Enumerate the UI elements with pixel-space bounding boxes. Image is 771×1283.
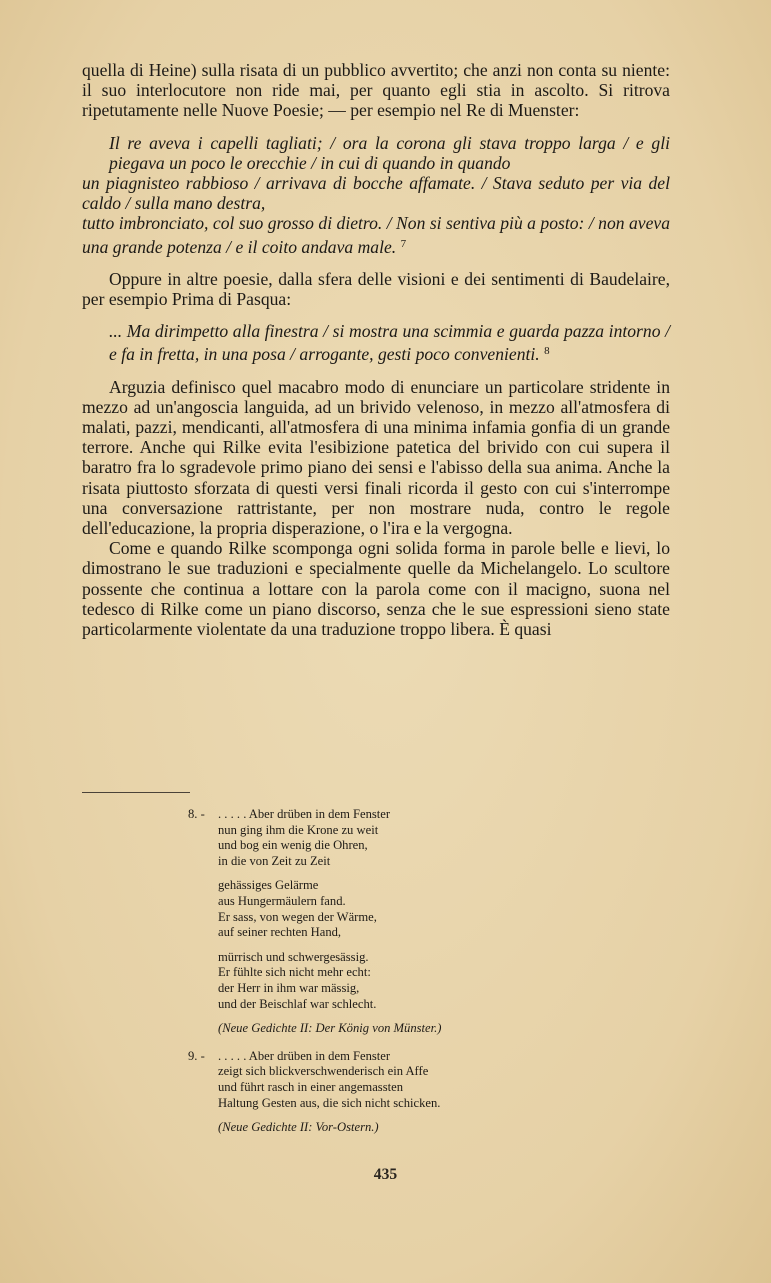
page-number: 435 — [373, 1166, 398, 1183]
footnote-separator — [82, 792, 190, 793]
verse-line: und der Beischlaf war schlecht. — [218, 996, 377, 1011]
footnote-source: (Neue Gedichte II: Vor-Ostern.) — [218, 1120, 379, 1135]
verse-line: und führt rasch in einer angemassten — [218, 1079, 403, 1094]
verse-line: gehässiges Gelärme — [218, 878, 319, 893]
verse-line: der Herr in ihm war mässig, — [218, 980, 360, 995]
verse-line: auf seiner rechten Hand, — [218, 925, 342, 940]
footnotes — [188, 807, 568, 1136]
main-text — [82, 60, 670, 639]
verse-line: . . . . . Aber drüben in dem Fenster — [218, 1048, 391, 1063]
verse-line: nun ging ihm die Krone zu weit — [218, 822, 379, 837]
footnote-source: (Neue Gedichte II: Der König von Münster.) — [218, 1021, 442, 1036]
paragraph-2: Oppure in altre poesie, dalla sfera delle visioni e dei sentimenti di Baudelaire, per esempio Prima di Pasqua: — [82, 268, 670, 310]
footnote-stanza — [218, 878, 568, 940]
verse-line: aus Hungermäulern fand. — [218, 893, 346, 908]
footnote-stanza — [218, 950, 568, 1012]
verse-line: Er sass, von wegen der Wärme, — [218, 909, 377, 924]
verse-line: . . . . . Aber drüben in dem Fenster — [218, 807, 391, 821]
footnote-stanza — [218, 1049, 568, 1111]
quote-1-part-1: Il re aveva i capelli tagliati; / ora la corona gli stava troppo larga / e gli piegava un poco le orecchie / in cui di quando in quando — [109, 132, 670, 173]
quote-prima-di-pasqua — [82, 321, 670, 364]
paragraph-1: quella di Heine) sulla risata di un pubblico avvertito; che anzi non conta su niente: il suo interlocutore non ride mai, per quanto egli stia in ascolto. Si ritrova ripetutamente nelle Nuove Poesie; — per esempio nel Re di Muenster: — [82, 60, 670, 121]
quote-1-part-2: un piagnisteo rabbioso / arrivava di bocche affamate. / Stava seduto per via del caldo / sulla mano destra, — [82, 173, 670, 214]
footnote-ref-7: 7 — [400, 237, 407, 250]
quote-1-part-3: tutto imbronciato, col suo grosso di dietro. / Non si sentiva più a posto: / non aveva una grande potenza / e il coito andava male. $^7$ — [82, 213, 670, 257]
verse-line: zeigt sich blickverschwenderisch ein Affe — [218, 1064, 429, 1079]
footnote-number: 9. - — [188, 1048, 205, 1063]
verse-line: Er fühlte sich nicht mehr echt: — [218, 965, 371, 980]
paragraph-3: Arguzia definisco quel macabro modo di enunciare un particolare stridente in mezzo ad un'angoscia languida, ad un brivido velenoso, in mezzo all'atmosfera di malati, pazzi, mendicanti, all'atmosfera di una minima infamia gonfia di un grande terrore. Anche qui Rilke evita l'esibizione patetica del brivido con cui supera il baratro fra lo sgradevole primo piano dei sensi e l'abisso della sua anima. Anche la risata piuttosto sforzata di questi versi finali ricorda il gesto con cui s'interrompe una conversazione rattristante, per non mostrare nuda, contro le regole dell'educazione, la propria disperazione, o l'ira e la vergogna. — [82, 376, 670, 539]
verse-line: mürrisch und schwergesässig. — [218, 949, 369, 964]
footnote-8 — [188, 807, 568, 1037]
footnote-stanza — [218, 807, 568, 869]
quote-re-di-muenster — [82, 133, 670, 257]
verse-line: und bog ein wenig die Ohren, — [218, 838, 368, 853]
footnote-9 — [188, 1049, 568, 1136]
verse-line: in die von Zeit zu Zeit — [218, 853, 331, 868]
footnote-ref-8: 8 — [544, 345, 550, 358]
footnote-number: 8. - — [188, 807, 205, 821]
paragraph-4: Come e quando Rilke scomponga ogni solida forma in parole belle e lievi, lo dimostrano le sue traduzioni e specialmente quelle da Michelangelo. Lo scultore possente che continua a lottare con la parola come con il macigno, suona nel tedesco di Rilke come un piano discorso, senza che le sue espressioni sieno state particolarmente violentate da una traduzione troppo libera. È quasi — [82, 538, 670, 640]
verse-line: Haltung Gesten aus, die sich nicht schicken. — [218, 1095, 441, 1110]
quote-2-text: ... Ma dirimpetto alla finestra / si mostra una scimmia e guarda pazza intorno / e fa in fretta, in una posa / arrogante, gesti poco convenienti. $^8$ — [109, 321, 670, 365]
